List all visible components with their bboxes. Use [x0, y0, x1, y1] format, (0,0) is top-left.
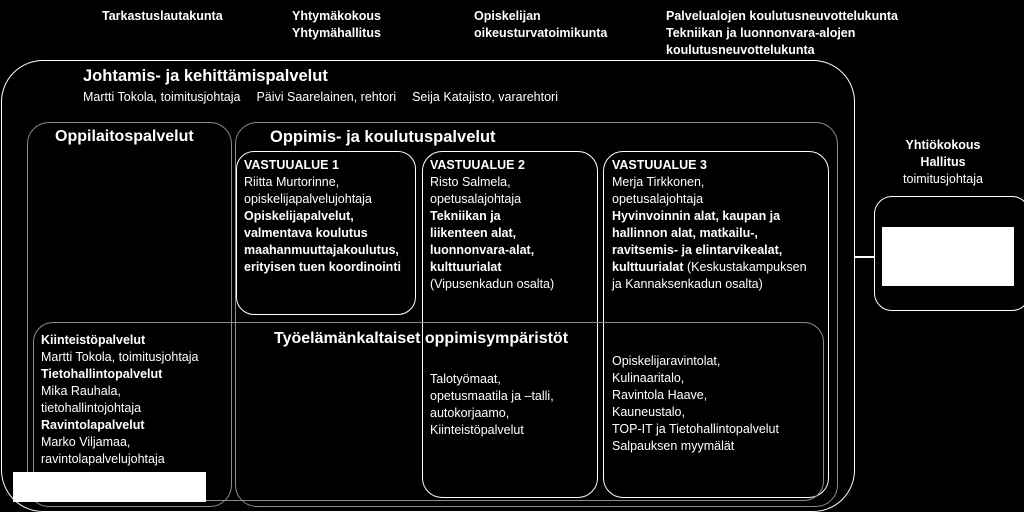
ravintola-person: Marko Viljamaa, — [41, 435, 131, 449]
vastuualue-3-area: Hyvinvoinnin alat, kaupan ja — [612, 209, 781, 223]
blank-white-rect — [13, 472, 206, 502]
kiinteistopalvelut-person: Martti Tokola, toimitusjohtaja — [41, 350, 199, 364]
hallitus-label: Hallitus — [920, 155, 966, 169]
johtaminen-people — [83, 89, 558, 106]
tarkastuslautakunta-label: Tarkastuslautakunta — [102, 9, 223, 23]
vastuualue-1-area: Opiskelijapalvelut, — [244, 209, 354, 223]
vastuualue-1-area: valmentava koulutus — [244, 226, 368, 240]
vastuualue-2-area: liikenteen alat, — [430, 226, 517, 240]
vastuualue-1-content — [244, 157, 401, 276]
ravintola-role: ravintolapalvelujohtaja — [41, 452, 165, 466]
vastuualue-2-environments — [430, 371, 554, 439]
vastuualue-1-area: maahanmuuttajakoulutus, — [244, 243, 399, 257]
johtaminen-title: Johtamis- ja kehittämispalvelut — [83, 67, 328, 85]
yhtio-white-rect — [882, 227, 1014, 286]
toimitusjohtaja-label: toimitusjohtaja — [903, 172, 983, 186]
neuvottelukunta-label: Palvelualojen koulutusneuvottelukunta Tekniikan ja luonnonvara-alojen koulutusneuvottelukunta — [666, 9, 898, 57]
tietohallintopalvelut-heading: Tietohallintopalvelut — [41, 367, 163, 381]
vastuualue-2-area: Tekniikan ja — [430, 209, 501, 223]
vastuualue-3-title: VASTUUALUE 3 — [612, 158, 707, 172]
tietohallinto-person: Mika Rauhala, — [41, 384, 121, 398]
vastuualue-3-area-mixed — [612, 259, 807, 276]
tietohallinto-role: tietohallintojohtaja — [41, 401, 142, 415]
vastuualue-3-area-bold: kulttuurialat — [612, 260, 684, 274]
environment-item: Opiskelijaravintolat, — [612, 354, 721, 368]
vastuualue-3-role: opetusalajohtaja — [612, 192, 704, 206]
vastuualue-3-content — [612, 157, 807, 293]
tyoelama-title: Työelämänkaltaiset oppimisympäristöt — [274, 330, 569, 347]
vastuualue-2-location: (Vipusenkadun osalta) — [430, 277, 555, 291]
vastuualue-1-title: VASTUUALUE 1 — [244, 158, 339, 172]
environment-item: Kulinaaritalo, — [612, 371, 685, 385]
oikeusturva-label: Opiskelijan oikeusturvatoimikunta — [474, 9, 608, 40]
environment-item: TOP-IT ja Tietohallintopalvelut — [612, 422, 779, 436]
vastuualue-2-role: opetusalajohtaja — [430, 192, 522, 206]
tukipalvelut-list — [41, 332, 198, 468]
person-rehtori: Päivi Saarelainen, rehtori — [256, 90, 397, 104]
vastuualue-2-title: VASTUUALUE 2 — [430, 158, 525, 172]
vastuualue-3-location-tail: ja Kannaksenkadun osalta) — [612, 277, 763, 291]
vastuualue-3-environments — [612, 353, 779, 455]
oppimis-koulutuspalvelut-title: Oppimis- ja koulutuspalvelut — [270, 128, 496, 146]
vastuualue-1-role: opiskelijapalvelujohtaja — [244, 192, 372, 206]
environment-item: Talotyömaat, — [430, 372, 501, 386]
environment-item: Kauneustalo, — [612, 405, 685, 419]
environment-item: Salpauksen myymälät — [612, 439, 735, 453]
yhtiokokous-label: Yhtiökokous — [905, 138, 981, 152]
vastuualue-2-area: luonnonvara-alat, — [430, 243, 535, 257]
vastuualue-2-content — [430, 157, 554, 293]
environment-item: opetusmaatila ja –talli, — [430, 389, 554, 403]
yhtyma-label: Yhtymäkokous Yhtymähallitus — [292, 9, 381, 40]
environment-item: Ravintola Haave, — [612, 388, 708, 402]
oppilaitospalvelut-title: Oppilaitospalvelut — [55, 128, 194, 145]
environment-item: Kiinteistöpalvelut — [430, 423, 524, 437]
vastuualue-3-area: ravitsemis- ja elintarvikealat, — [612, 243, 783, 257]
environment-item: autokorjaamo, — [430, 406, 510, 420]
connector-line — [855, 256, 875, 258]
vastuualue-3-location: (Keskustakampuksen — [683, 260, 807, 274]
person-vararehtori: Seija Katajisto, vararehtori — [412, 90, 558, 104]
ravintolapalvelut-heading: Ravintolapalvelut — [41, 418, 145, 432]
vastuualue-1-area: erityisen tuen koordinointi — [244, 260, 401, 274]
vastuualue-3-leader: Merja Tirkkonen, — [612, 175, 705, 189]
person-toimitusjohtaja: Martti Tokola, toimitusjohtaja — [83, 90, 241, 104]
kiinteistopalvelut-heading: Kiinteistöpalvelut — [41, 333, 146, 347]
vastuualue-3-area: hallinnon alat, matkailu-, — [612, 226, 758, 240]
yhtio-labels — [872, 137, 1014, 188]
vastuualue-2-leader: Risto Salmela, — [430, 175, 511, 189]
vastuualue-1-leader: Riitta Murtorinne, — [244, 175, 340, 189]
vastuualue-2-area: kulttuurialat — [430, 260, 502, 274]
